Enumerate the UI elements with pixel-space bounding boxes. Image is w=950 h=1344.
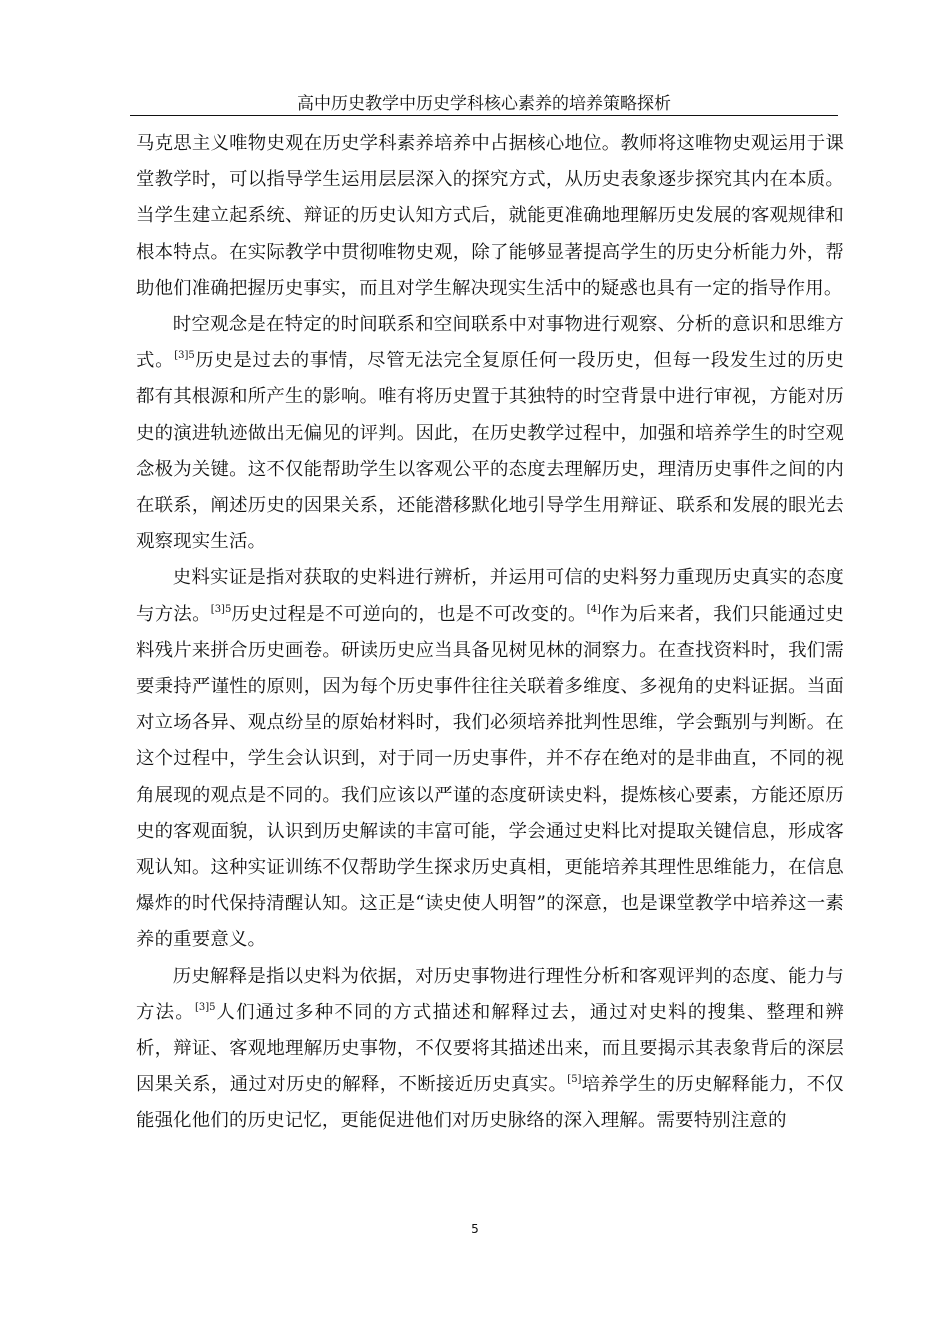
paragraph-text: 历史过程是不可逆向的，也是不可改变的。 — [231, 603, 587, 625]
citation-superscript: [4] — [586, 603, 601, 615]
paragraph-text: 培养学生的历史解释能力，不仅能强化他们的历史记忆，更能促进他们对历史脉络的深入理解。需要特别注意的 — [136, 1074, 844, 1132]
paragraph-text: 历史解释是指以史料为依据，对历史事物进行理性分析和客观评判的态度、能力与方法。 — [136, 965, 844, 1023]
header-divider — [130, 115, 838, 116]
paragraph-text: 历史是过去的事情，尽管无法完全复原任何一段历史，但每一段发生过的历史都有其根源和所产生的影响。唯有将历史置于其独特的时空背景中进行审视，方能对历史的演进轨迹做出无偏见的评判。因此，在历史教学过程中，加强和培养学生的时空观念极为关键。这不仅能帮助学生以客观公平的态度去理解历史，理清历史事件之间的内在联系，阐述历史的因果关系，还能潜移默化地引导学生用辩证、联系和发展的眼光去观察现实生活。 — [136, 350, 844, 553]
page-number: 5 — [471, 1222, 479, 1236]
paragraph-historical-evidence — [136, 560, 844, 958]
paragraph-text: 作为后来者，我们只能通过史料残片来拼合历史画卷。研读历史应当具备见树见林的洞察力。在查找资料时，我们需要秉持严谨性的原则，因为每个历史事件往往关联着多维度、多视角的史料证据。当面对立场各异、观点纷呈的原始材料时，我们必须培养批判性思维，学会甄别与判断。在这个过程中，学生会认识到，对于同一历史事件，并不存在绝对的是非曲直，不同的视角展现的观点是不同的。我们应该以严谨的态度研读史料，提炼核心要素，方能还原历史的客观面貌，认识到历史解读的丰富可能，学会通过史料比对提取关键信息，形成客观认知。这种实证训练不仅帮助学生探求历史真相，更能培养其理性思维能力，在信息爆炸的时代保持清醒认知。这正是“读史使人明智”的深意，也是课堂教学中培养这一素养的重要意义。 — [136, 603, 844, 951]
citation-superscript: [3]5 — [194, 1001, 216, 1013]
citation-superscript: [3]5 — [210, 603, 232, 615]
paragraph-historical-interpretation — [136, 959, 844, 1140]
paragraph-text: 马克思主义唯物史观在历史学科素养培养中占据核心地位。教师将这唯物史观运用于课堂教学时，可以指导学生运用层层深入的探究方式，从历史表象逐步探究其内在本质。当学生建立起系统、辩证的历史认知方式后，就能更准确地理解历史发展的客观规律和根本特点。在实际教学中贯彻唯物史观，除了能够显著提高学生的历史分析能力外，帮助他们准确把握历史事实，而且对学生解决现实生活中的疑惑也具有一定的指导作用。 — [136, 133, 844, 299]
paragraph-text: 人们通过多种不同的方式描述和解释过去，通过对史料的搜集、整理和辨析，辩证、客观地理解历史事物，不仅要将其描述出来，而且要揭示其表象背后的深层因果关系，通过对历史的解释，不断接近历史真实。 — [136, 1001, 844, 1096]
paragraph-historical-materialism — [136, 126, 844, 307]
citation-superscript: [5] — [567, 1074, 582, 1086]
paragraph-spatiotemporal-concept — [136, 307, 844, 560]
citation-superscript: [3]5 — [174, 350, 195, 362]
paragraph-text: 史料实证是指对获取的史料进行辨析，并运用可信的史料努力重现历史真实的态度与方法。 — [136, 567, 844, 625]
body-text — [136, 126, 844, 1140]
running-header-title: 高中历史教学中历史学科核心素养的培养策略探析 — [297, 94, 671, 114]
paragraph-text: 时空观念是在特定的时间联系和空间联系中对事物进行观察、分析的意识和思维方式。 — [136, 314, 844, 372]
